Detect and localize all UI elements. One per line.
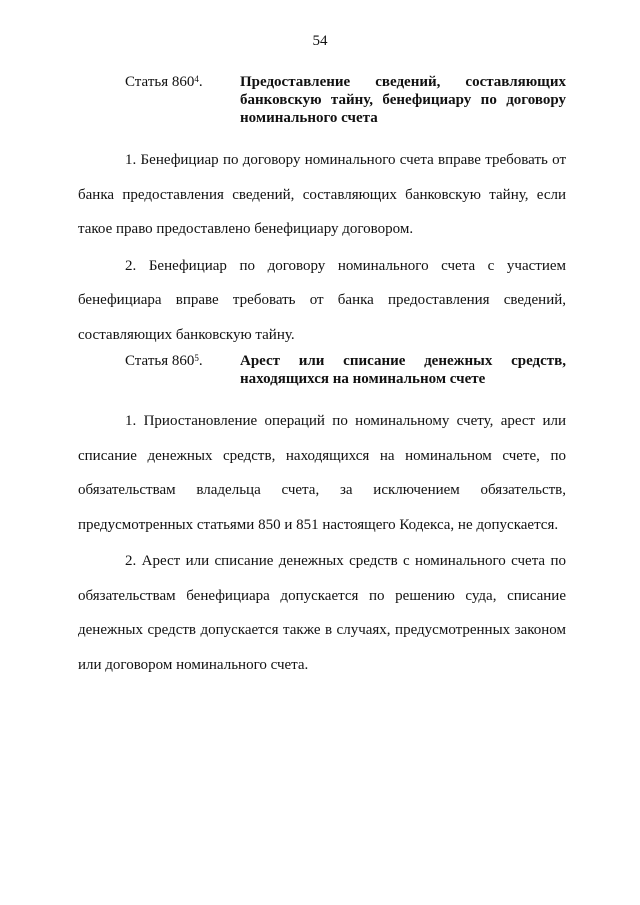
article-label <box>78 352 240 388</box>
page-number: 54 <box>312 33 328 49</box>
article-paragraph: 1. Бенефициар по договору номинального счета вправе требовать от банка предоставления сведений, составляющих банковскую тайну, если такое право предоставлено бенефициару договором. <box>78 152 566 237</box>
article-860-4 <box>78 73 566 352</box>
article-paragraph: 2. Арест или списание денежных средств с номинального счета по обязательствам бенефициара допускается по решению суда, списание денежных средств допускается также в случаях, предусмотренных законом или договором номинального счета. <box>78 553 566 673</box>
article-label-superscript: 4 <box>194 74 199 84</box>
article-title: Арест или списание денежных средств, находящихся на номинальном счете <box>240 353 566 387</box>
article-label-superscript: 5 <box>194 353 199 363</box>
article-label-suffix: . <box>198 74 203 90</box>
article-title: Предоставление сведений, составляющих банковскую тайну, бенефициару по договору номинального счета <box>240 74 566 126</box>
article-paragraph: 1. Приостановление операций по номинальному счету, арест или списание денежных средств, находящихся на номинальном счете, по обязательствам владельца счета, за исключением обязательств, предусмотренных статьями 850 и 851 настоящего Кодекса, не допускается. <box>78 413 566 533</box>
article-label-text: Статья 860 <box>125 74 195 90</box>
article-paragraph: 2. Бенефициар по договору номинального счета с участием бенефициара вправе требовать от банка предоставления сведений, составляющих банковскую тайну. <box>78 257 566 343</box>
article-label-suffix: . <box>198 353 203 369</box>
article-heading <box>78 352 566 388</box>
article-heading <box>78 73 566 127</box>
article-label <box>78 73 240 127</box>
article-860-5 <box>78 352 566 682</box>
article-label-text: Статья 860 <box>125 353 195 369</box>
